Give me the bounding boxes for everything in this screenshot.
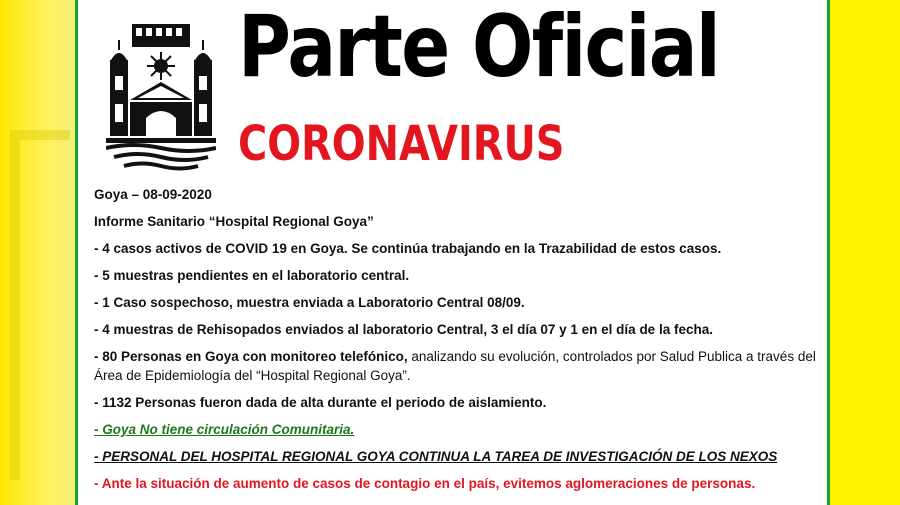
report-item: - 4 casos activos de COVID 19 en Goya. Se continúa trabajando en la Trazabilidad de estos casos. [94,241,722,256]
page-title: Parte Oficial [238,0,719,97]
right-yellow-margin [830,0,900,505]
report-item: - 4 muestras de Rehisopados enviados al laboratorio Central, 3 el día 07 y 1 en el día de la fecha. [94,322,713,337]
city-hall-logo-icon [106,20,216,172]
warning-note: - Ante la situación de aumento de casos de contagio en el país, evitemos aglomeraciones de personas. [94,476,756,491]
report-item: - 1 Caso sospechoso, muestra enviada a Laboratorio Central 08/09. [94,295,525,310]
community-circulation-note: - Goya No tiene circulación Comunitaria. [94,422,355,437]
page-subtitle: CORONAVIRUS [238,116,565,172]
report-item: - 1132 Personas fueron dada de alta durante el periodo de aislamiento. [94,395,547,410]
investigation-note: - PERSONAL DEL HOSPITAL REGIONAL GOYA CONTINUA LA TAREA DE INVESTIGACIÓN DE LOS NEXOS [94,449,778,464]
official-report-sheet [75,0,830,505]
report-item-monitoring [94,347,819,385]
report-item-rest: analizando su evolución, controlados por Salud Publica a través del Área de Epidemiología del “Hospital Regional Goya”. [94,349,816,383]
report-item: - 5 muestras pendientes en el laboratorio central. [94,268,410,283]
report-item-bold: - 80 Personas en Goya con monitoreo telefónico, [94,349,408,364]
watermark-shape [10,130,70,480]
left-yellow-margin [0,0,75,505]
report-body [94,185,819,501]
report-date: Goya – 08-09-2020 [94,187,212,202]
report-heading: Informe Sanitario “Hospital Regional Goya” [94,214,374,229]
